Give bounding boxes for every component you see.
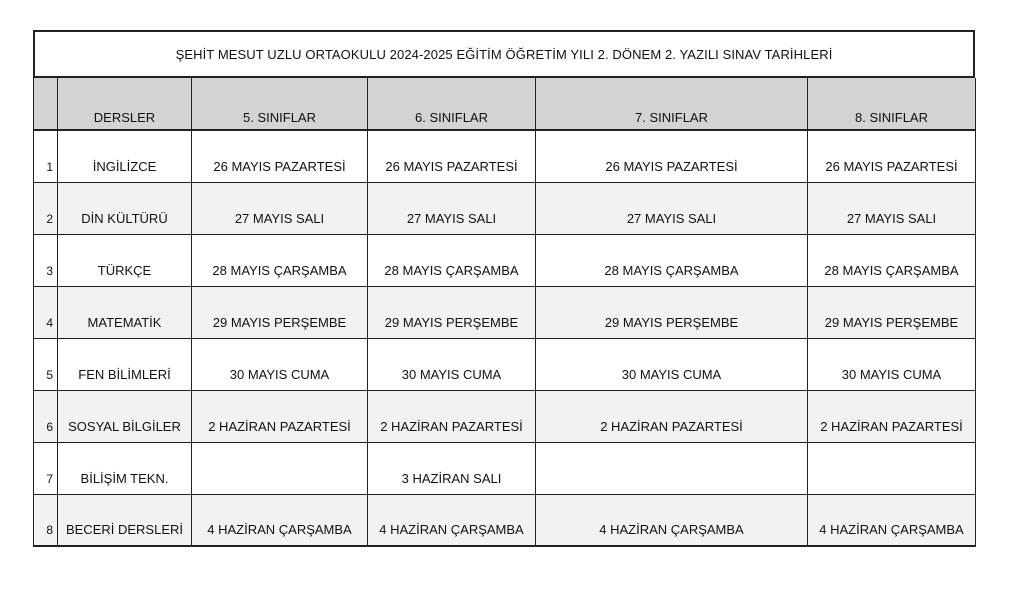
grade-7-date: 29 MAYIS PERŞEMBE [536,286,808,338]
table-row [34,390,976,442]
header-grade-8: 8. SINIFLAR [808,78,976,130]
exam-schedule-sheet [33,30,975,547]
grade-7-date: 27 MAYIS SALI [536,182,808,234]
grade-7-date: 2 HAZİRAN PAZARTESİ [536,390,808,442]
table-row [34,494,976,546]
grade-5-date: 2 HAZİRAN PAZARTESİ [192,390,368,442]
table-row [34,234,976,286]
grade-6-date: 30 MAYIS CUMA [368,338,536,390]
grade-8-date: 26 MAYIS PAZARTESİ [808,130,976,182]
grade-6-date: 29 MAYIS PERŞEMBE [368,286,536,338]
grade-6-date: 27 MAYIS SALI [368,182,536,234]
row-number: 1 [34,130,58,182]
grade-5-date: 30 MAYIS CUMA [192,338,368,390]
row-number: 6 [34,390,58,442]
lesson-name: FEN BİLİMLERİ [58,338,192,390]
grade-5-date [192,442,368,494]
grade-7-date: 4 HAZİRAN ÇARŞAMBA [536,494,808,546]
table-row [34,130,976,182]
row-number: 8 [34,494,58,546]
header-grade-6: 6. SINIFLAR [368,78,536,130]
grade-6-date: 26 MAYIS PAZARTESİ [368,130,536,182]
row-number: 3 [34,234,58,286]
grade-5-date: 4 HAZİRAN ÇARŞAMBA [192,494,368,546]
row-number: 5 [34,338,58,390]
grade-8-date: 4 HAZİRAN ÇARŞAMBA [808,494,976,546]
grade-8-date: 28 MAYIS ÇARŞAMBA [808,234,976,286]
lesson-name: DİN KÜLTÜRÜ [58,182,192,234]
lesson-name: BECERİ DERSLERİ [58,494,192,546]
grade-8-date: 27 MAYIS SALI [808,182,976,234]
header-lessons: DERSLER [58,78,192,130]
grade-6-date: 4 HAZİRAN ÇARŞAMBA [368,494,536,546]
grade-5-date: 26 MAYIS PAZARTESİ [192,130,368,182]
lesson-name: MATEMATİK [58,286,192,338]
grade-8-date: 29 MAYIS PERŞEMBE [808,286,976,338]
lesson-name: TÜRKÇE [58,234,192,286]
grade-8-date: 2 HAZİRAN PAZARTESİ [808,390,976,442]
grade-7-date: 28 MAYIS ÇARŞAMBA [536,234,808,286]
header-row [34,78,976,130]
grade-7-date [536,442,808,494]
row-number: 7 [34,442,58,494]
table-row [34,286,976,338]
row-number: 2 [34,182,58,234]
schedule-table [33,78,976,547]
grade-6-date: 28 MAYIS ÇARŞAMBA [368,234,536,286]
grade-6-date: 3 HAZİRAN SALI [368,442,536,494]
grade-5-date: 28 MAYIS ÇARŞAMBA [192,234,368,286]
header-grade-7: 7. SINIFLAR [536,78,808,130]
table-row [34,442,976,494]
header-grade-5: 5. SINIFLAR [192,78,368,130]
lesson-name: İNGİLİZCE [58,130,192,182]
grade-5-date: 27 MAYIS SALI [192,182,368,234]
table-row [34,338,976,390]
grade-8-date [808,442,976,494]
grade-7-date: 30 MAYIS CUMA [536,338,808,390]
grade-5-date: 29 MAYIS PERŞEMBE [192,286,368,338]
lesson-name: BİLİŞİM TEKN. [58,442,192,494]
table-row [34,182,976,234]
row-number: 4 [34,286,58,338]
schedule-title: ŞEHİT MESUT UZLU ORTAOKULU 2024-2025 EĞİTİM ÖĞRETİM YILI 2. DÖNEM 2. YAZILI SINAV TARİHLERİ [33,30,975,78]
grade-8-date: 30 MAYIS CUMA [808,338,976,390]
header-number-cell [34,78,58,130]
grade-7-date: 26 MAYIS PAZARTESİ [536,130,808,182]
lesson-name: SOSYAL BİLGİLER [58,390,192,442]
grade-6-date: 2 HAZİRAN PAZARTESİ [368,390,536,442]
